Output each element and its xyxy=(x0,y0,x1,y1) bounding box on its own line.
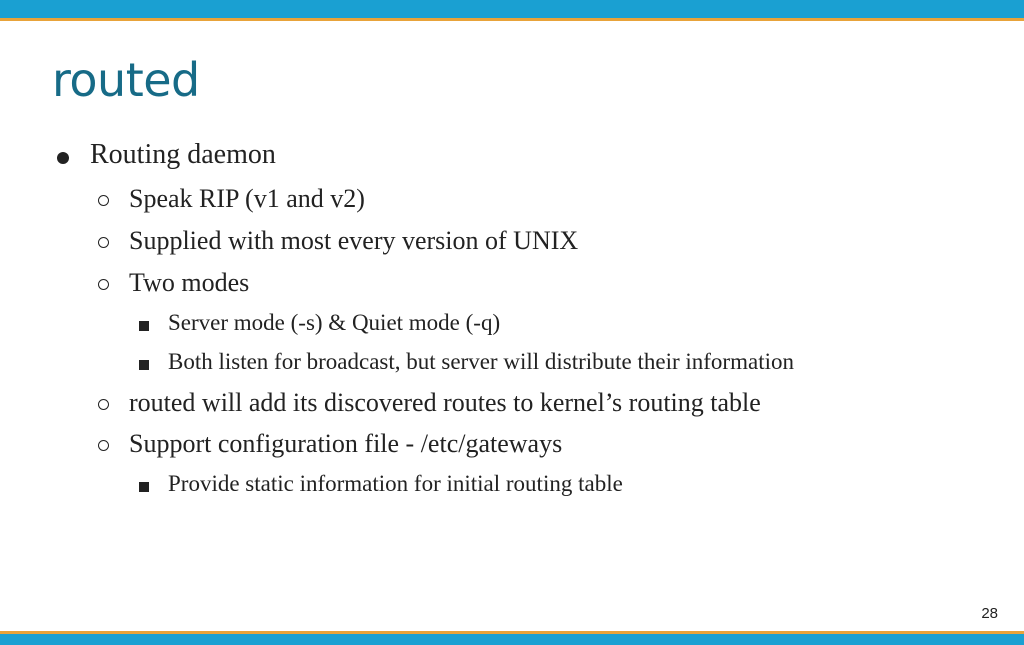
bottom-banner xyxy=(0,631,1024,645)
bullet-filled-icon xyxy=(57,152,69,164)
top-banner xyxy=(0,0,1024,21)
bullet-square-icon xyxy=(139,321,149,331)
bullet-static-info: Provide static information for initial routing table xyxy=(168,471,623,496)
page-number: 28 xyxy=(981,605,998,622)
bullet-square-icon xyxy=(139,482,149,492)
slide-title: routed xyxy=(52,53,200,107)
top-banner-stripe xyxy=(0,18,1024,21)
bullet-server-quiet-mode: Server mode (-s) & Quiet mode (-q) xyxy=(168,310,501,335)
bullet-speak-rip: Speak RIP (v1 and v2) xyxy=(129,184,365,213)
bullet-hollow-icon xyxy=(98,237,109,248)
bullet-routing-daemon: Routing daemon xyxy=(90,139,276,170)
bullet-routed-add-routes: routed will add its discovered routes to kernel’s routing table xyxy=(129,388,761,417)
bullet-square-icon xyxy=(139,360,149,370)
bullet-hollow-icon xyxy=(98,440,109,451)
bullet-hollow-icon xyxy=(98,279,109,290)
bullet-supplied-unix: Supplied with most every version of UNIX xyxy=(129,226,579,255)
bullet-hollow-icon xyxy=(98,399,109,410)
bottom-banner-stripe xyxy=(0,631,1024,634)
bullet-config-file: Support configuration file - /etc/gateways xyxy=(129,429,563,458)
bullet-two-modes: Two modes xyxy=(129,268,250,297)
bullet-both-listen: Both listen for broadcast, but server will distribute their information xyxy=(168,349,794,374)
bullet-hollow-icon xyxy=(98,195,109,206)
